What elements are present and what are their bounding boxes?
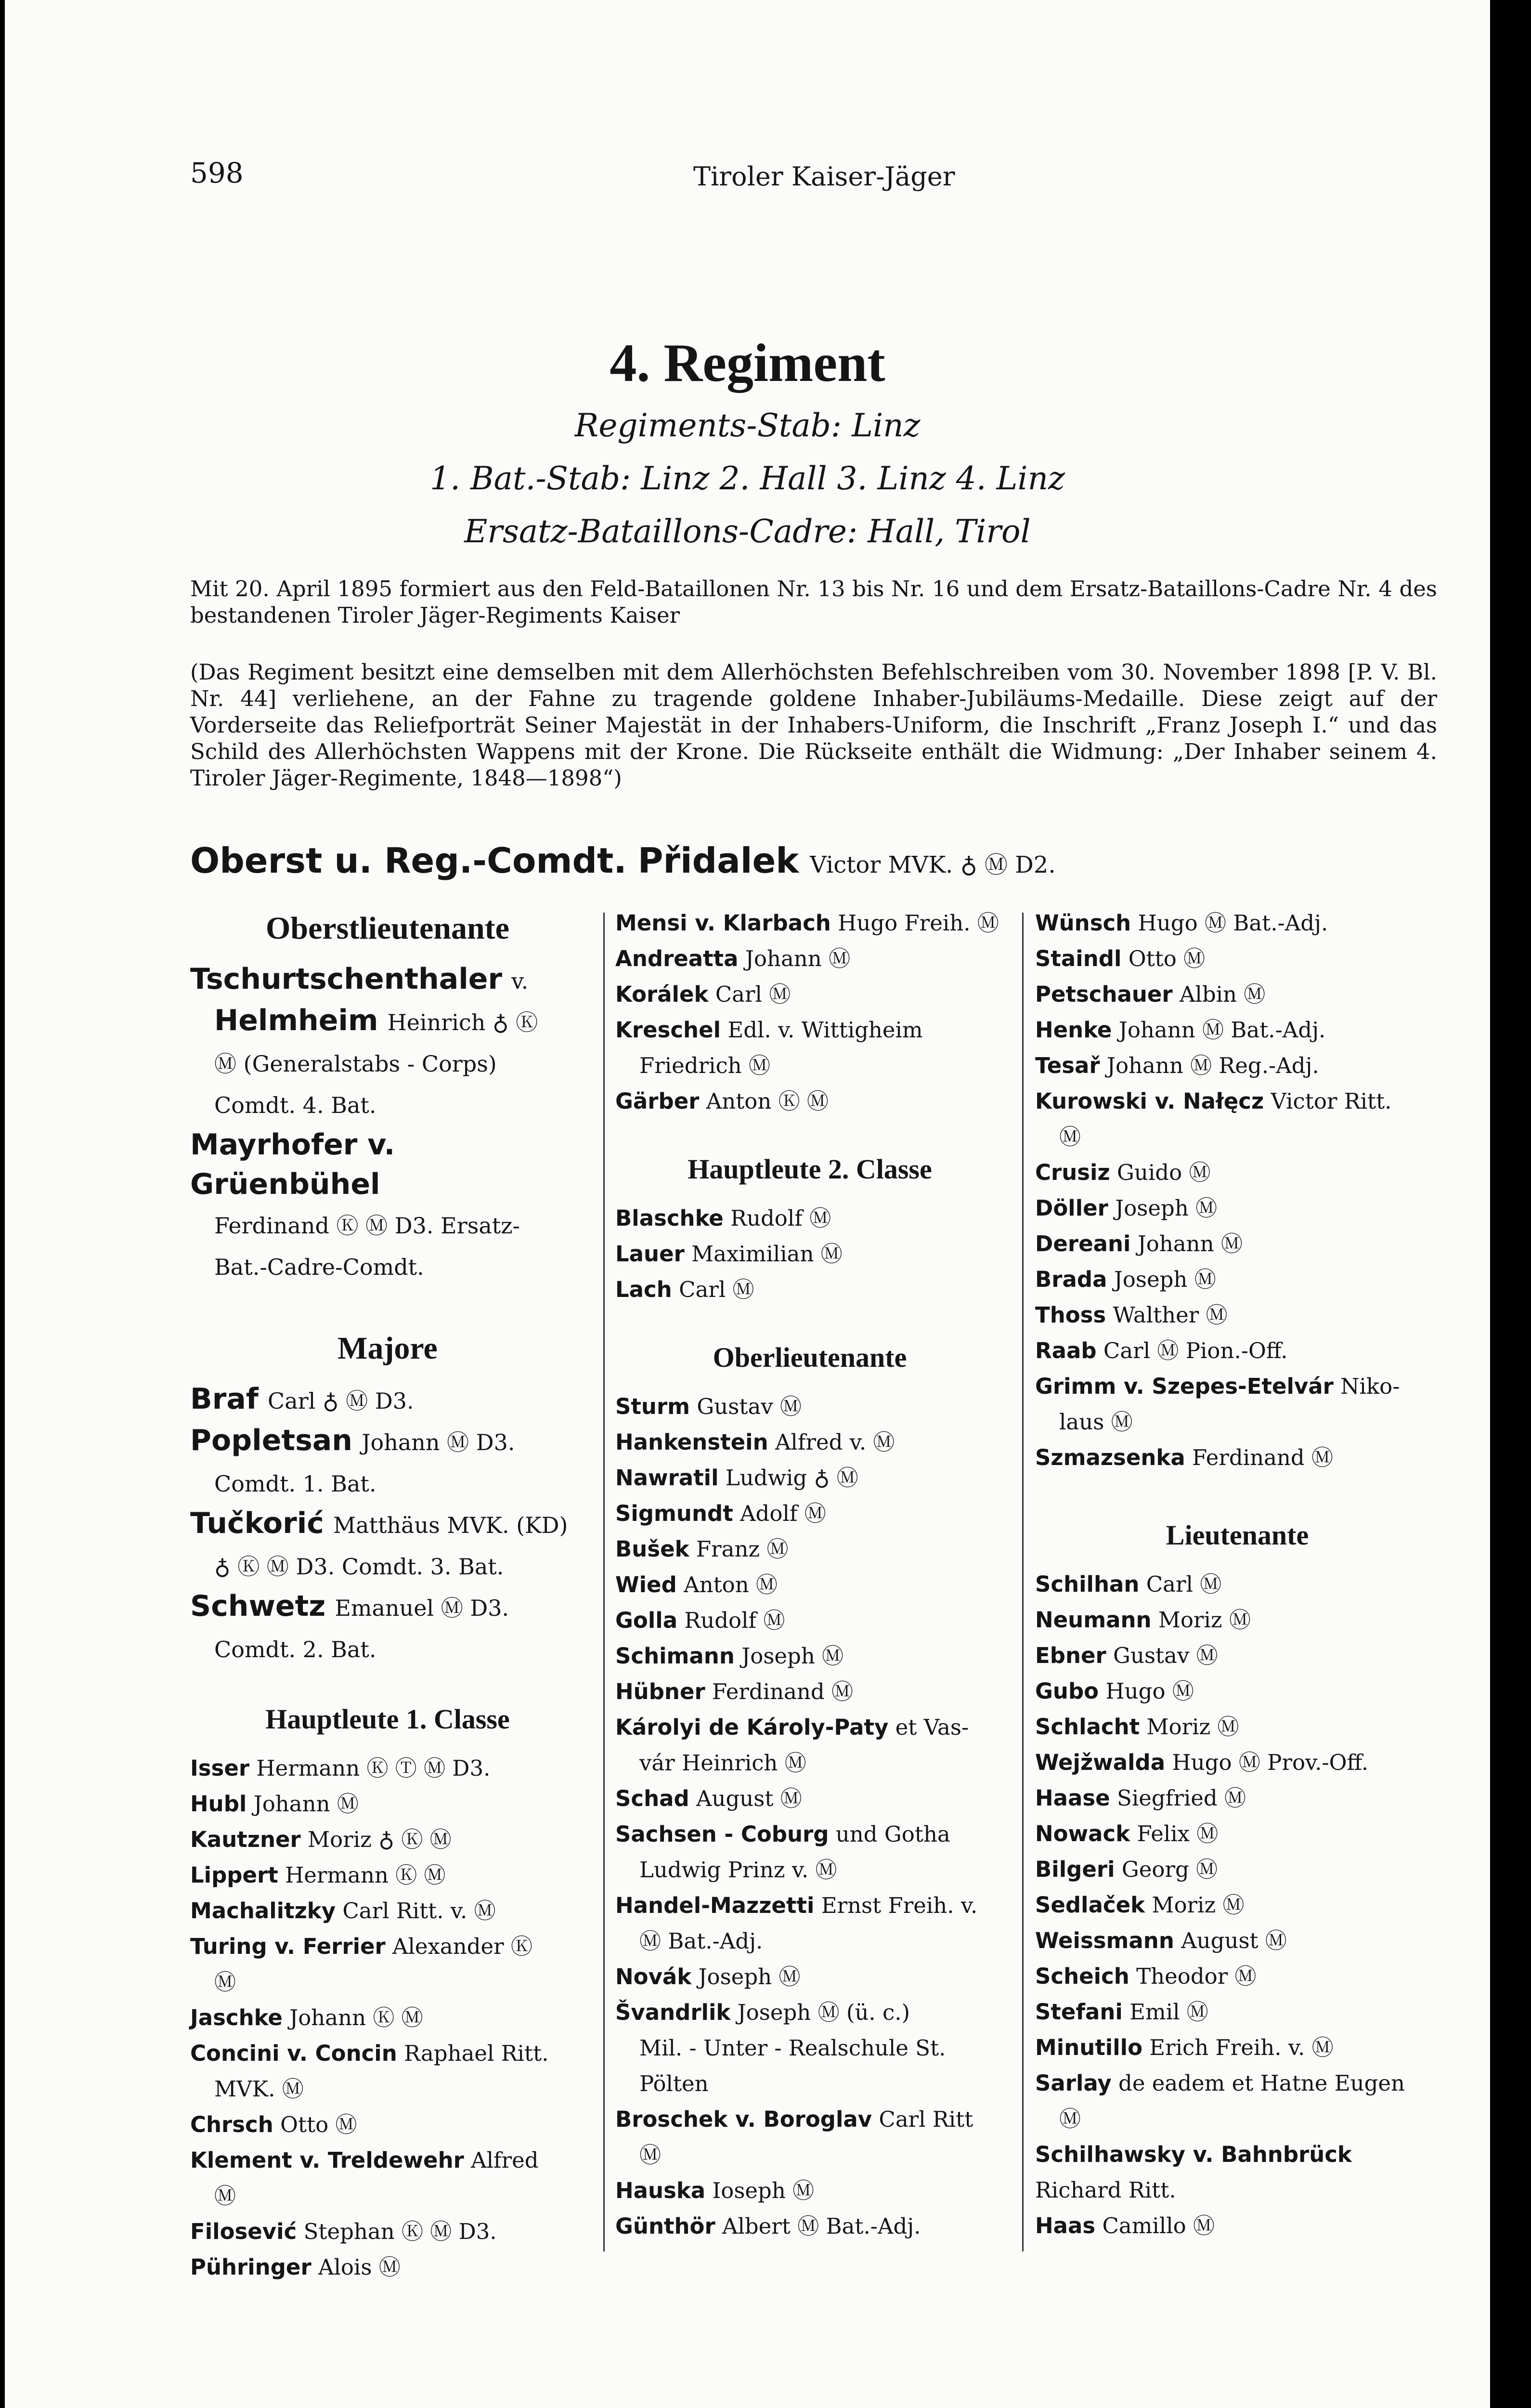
officer-details: Comdt. 1. Bat. <box>214 1471 376 1497</box>
officer-entry <box>615 1531 1004 1567</box>
officer-entry <box>615 1425 1004 1460</box>
officer-details: Adolf Ⓜ <box>740 1501 826 1526</box>
officer-details: Joseph Ⓜ <box>698 1964 801 1989</box>
officer-entry <box>615 1638 1004 1674</box>
officer-entry <box>615 1460 1004 1496</box>
officer-entry <box>1035 1602 1440 1638</box>
officer-entry <box>1035 1745 1440 1780</box>
officer-entry <box>190 2071 585 2107</box>
officer-name: Isser <box>190 1755 250 1781</box>
officer-details: Ludwig Prinz v. Ⓜ <box>639 1857 837 1883</box>
officer-entry <box>1035 2030 1440 2066</box>
officer-list <box>615 905 1004 1119</box>
officer-details: Hermann Ⓚ Ⓜ <box>285 1862 446 1888</box>
officer-entry <box>1035 941 1440 977</box>
officer-details: Johann Ⓚ Ⓜ <box>289 2005 423 2030</box>
officer-entry <box>1035 1297 1440 1333</box>
officer-details: Anton Ⓚ Ⓜ <box>706 1088 829 1114</box>
column-3 <box>1035 905 1440 2244</box>
officer-name: Blaschke <box>615 1205 724 1231</box>
officer-name: Novák <box>615 1964 692 1989</box>
commander-details: Victor MVK. ♁ Ⓜ D2. <box>810 851 1056 878</box>
officer-details: Hugo Ⓜ Prov.-Off. <box>1172 1750 1369 1775</box>
officer-name: Petschauer <box>1035 982 1173 1007</box>
officer-name: Wied <box>615 1572 677 1597</box>
officer-name: Mensi v. Klarbach <box>615 910 831 936</box>
section-heading: Hauptleute 1. Classe <box>265 1703 510 1735</box>
officer-details: Johann Ⓜ <box>745 946 851 971</box>
officer-entry <box>1035 1887 1440 1923</box>
officer-entry <box>190 1421 585 1462</box>
officer-name: Kreschel <box>615 1017 721 1043</box>
officer-details: vár Heinrich Ⓜ <box>639 1750 806 1776</box>
officer-name: Crusiz <box>1035 1160 1110 1185</box>
officer-name: Szmazsenka <box>1035 1445 1185 1470</box>
officer-name: Lach <box>615 1277 672 1302</box>
officer-name: Lauer <box>615 1241 685 1267</box>
officer-entry <box>615 1674 1004 1710</box>
officer-name: Hubl <box>190 1791 247 1817</box>
officer-details: Maximilian Ⓜ <box>691 1241 843 1267</box>
officer-details: Ⓜ (Generalstabs - Corps) <box>214 1051 497 1077</box>
history-paragraph: Mit 20. April 1895 formiert aus den Feld-Bataillonen Nr. 13 bis Nr. 16 und dem Ersatz-Bataillons-Cadre Nr. 4 des bestandenen Tiroler Jäger-Regiments Kaiser <box>190 576 1437 628</box>
officer-name: Švandrlik <box>615 2000 731 2025</box>
officer-details: und Gotha <box>835 1821 950 1847</box>
officer-entry <box>190 1245 585 1287</box>
officer-entry <box>615 1012 1004 1048</box>
officer-name: Golla <box>615 1608 678 1633</box>
officer-name: Hauska <box>615 2178 706 2203</box>
officer-entry <box>190 2107 585 2143</box>
officer-name: Staindl <box>1035 946 1122 971</box>
officer-entry <box>190 2250 585 2285</box>
officer-entry <box>190 1042 585 1084</box>
officer-name: Bilgeri <box>1035 1857 1115 1882</box>
officer-name: Henke <box>1035 1017 1112 1043</box>
officer-name: Pühringer <box>190 2254 311 2280</box>
officer-name: Brada <box>1035 1267 1107 1292</box>
column-1 <box>190 905 585 2285</box>
running-head: Tiroler Kaiser-Jäger <box>693 161 955 192</box>
officer-entry <box>190 1462 585 1504</box>
officer-name: Concini v. Concin <box>190 2041 397 2066</box>
officer-entry <box>1035 1262 1440 1297</box>
officer-details: Moriz Ⓜ <box>1152 1892 1245 1918</box>
officer-entry <box>190 1545 585 1586</box>
officer-details: et Vas- <box>895 1714 969 1740</box>
officer-entry <box>1035 1404 1440 1440</box>
officer-entry <box>190 1751 585 1786</box>
officer-name: Helmheim <box>214 1004 378 1037</box>
section-heading: Lieutenante <box>1166 1519 1309 1551</box>
medal-note: (Das Regiment besitzt eine demselben mit dem Allerhöchsten Befehlschreiben vom 30. November 1898 [P. V. Bl. Nr. 44] verliehene, an der Fahne zu tragende goldene Inhaber-Jubiläums-Medaille. Diese zeigt auf der Vorderseite das Reliefporträt Seiner Majestät in der Inhabers-Uniform, die Inschrift „Franz Joseph I.“ und das Schild des Allerhöchsten Wappens mit der Krone. Die Rückseite enthält die Widmung: „Der Inhaber seinem 4. Tiroler Jäger-Regimente, 1848—1898“) <box>190 659 1437 791</box>
column-2 <box>615 905 1004 2244</box>
officer-entry <box>615 2066 1004 2102</box>
officer-entry <box>1035 1226 1440 1262</box>
officer-name: Wejžwalda <box>1035 1750 1166 1775</box>
officer-name: Kautzner <box>190 1827 301 1852</box>
officer-entry <box>1035 1333 1440 1369</box>
officer-entry <box>190 2178 585 2214</box>
officer-details: Ferdinand Ⓚ Ⓜ D3. Ersatz- <box>214 1213 520 1239</box>
officer-details: Niko- <box>1340 1374 1400 1399</box>
officer-details: v. <box>511 968 529 994</box>
officer-entry <box>615 1496 1004 1531</box>
officer-name: Tschurtschenthaler <box>190 962 503 996</box>
ersatz-line: Ersatz-Bataillons-Cadre: Hall, Tirol <box>464 513 1031 550</box>
section-heading: Oberlieutenante <box>713 1342 907 1373</box>
officer-entry <box>190 1586 585 1628</box>
officer-entry <box>615 2173 1004 2209</box>
officer-details: Theodor Ⓜ <box>1136 1963 1257 1989</box>
officer-name: Wünsch <box>1035 910 1131 936</box>
officer-name: Döller <box>1035 1195 1108 1221</box>
officer-details: Johann Ⓜ Bat.-Adj. <box>1118 1017 1326 1043</box>
officer-details: Hugo Freih. Ⓜ <box>838 910 999 936</box>
officer-details: Ⓜ <box>214 2183 236 2209</box>
officer-details: Felix Ⓜ <box>1137 1821 1219 1846</box>
officer-name: Ebner <box>1035 1643 1106 1668</box>
officer-details: Carl Ⓜ <box>1146 1571 1222 1597</box>
officer-entry <box>190 1379 585 1421</box>
officer-entry <box>615 1272 1004 1308</box>
officer-name: Neumann <box>1035 1607 1152 1633</box>
officer-details: Edl. v. Wittigheim <box>727 1017 923 1043</box>
officer-entry <box>615 1995 1004 2030</box>
officer-details: Mil. - Unter - Realschule St. <box>639 2035 946 2061</box>
officer-name: Popletsan <box>190 1424 353 1457</box>
officer-entry <box>1035 1994 1440 2030</box>
officer-entry <box>190 1893 585 1929</box>
officer-entry <box>615 1710 1004 1745</box>
officer-entry <box>615 1924 1004 1959</box>
officer-name: Andreatta <box>615 946 739 971</box>
officer-details: Albert Ⓜ Bat.-Adj. <box>722 2213 921 2239</box>
officer-details: Guido Ⓜ <box>1116 1160 1211 1185</box>
officer-name: Gärber <box>615 1088 700 1114</box>
officer-details: Johann Ⓜ <box>253 1791 359 1817</box>
officer-details: Otto Ⓜ <box>280 2112 357 2137</box>
officer-list <box>190 1751 585 2285</box>
officer-details: Joseph Ⓜ <box>1114 1267 1216 1292</box>
officer-name: Turing v. Ferrier <box>190 1934 386 1959</box>
officer-entry <box>615 1084 1004 1119</box>
officer-entry <box>615 1603 1004 1638</box>
officer-name: Günthör <box>615 2213 715 2239</box>
officer-details: Johann Ⓜ <box>1137 1231 1243 1256</box>
officer-details: laus Ⓜ <box>1059 1409 1133 1435</box>
officer-name: Dereani <box>1035 1231 1131 1256</box>
officer-entry <box>190 1858 585 1893</box>
officer-entry <box>190 2036 585 2071</box>
officer-entry <box>1035 1369 1440 1404</box>
officer-details: Moriz ♁ Ⓚ Ⓜ <box>308 1827 452 1852</box>
officer-details: Richard Ritt. <box>1035 2177 1176 2203</box>
officer-entry <box>190 2000 585 2036</box>
officer-entry <box>1035 1638 1440 1674</box>
officer-entry <box>190 1084 585 1125</box>
officer-entry <box>1035 2208 1440 2244</box>
officer-name: Hübner <box>615 1679 705 1704</box>
officer-entry <box>1035 2137 1440 2208</box>
officer-details: Johann Ⓜ D3. <box>362 1429 515 1455</box>
officer-details: Siegfried Ⓜ <box>1117 1785 1246 1811</box>
officer-details: Moriz Ⓜ <box>1158 1607 1251 1633</box>
officer-name: Weissmann <box>1035 1928 1174 1953</box>
officer-details: Stephan Ⓚ Ⓜ D3. <box>303 2219 497 2244</box>
officer-entry <box>615 2030 1004 2066</box>
officer-entry <box>1035 1012 1440 1048</box>
regiment-title: 4. Regiment <box>610 333 885 393</box>
officer-details: Ⓜ <box>214 1969 236 1995</box>
officer-entry <box>615 1852 1004 1888</box>
officer-name: Tesař <box>1035 1053 1100 1078</box>
section-heading: Majore <box>337 1331 438 1366</box>
officer-entry <box>1035 1191 1440 1226</box>
officer-name: Schimann <box>615 1643 735 1669</box>
officer-entry <box>1035 1709 1440 1745</box>
officer-details: Comdt. 4. Bat. <box>214 1092 376 1118</box>
officer-details: Alexander Ⓚ <box>392 1934 532 1959</box>
officer-entry <box>190 1001 585 1042</box>
officer-details: Heinrich ♁ Ⓚ <box>387 1009 538 1035</box>
officer-entry <box>615 1888 1004 1924</box>
officer-details: Hermann Ⓚ Ⓣ Ⓜ D3. <box>256 1755 491 1781</box>
officer-details: Comdt. 2. Bat. <box>214 1636 376 1662</box>
officer-details: Pölten <box>639 2071 709 2096</box>
officer-details: August Ⓜ <box>1181 1928 1287 1953</box>
officer-name: Raab <box>1035 1338 1097 1363</box>
officer-entry <box>1035 1155 1440 1191</box>
officer-name: Jaschke <box>190 2005 283 2030</box>
officer-name: Schlacht <box>1035 1714 1140 1740</box>
officer-name: Korálek <box>615 982 709 1007</box>
officer-details: Ⓜ Bat.-Adj. <box>639 1928 763 1954</box>
officer-details: Carl ♁ Ⓜ D3. <box>268 1388 414 1414</box>
officer-entry <box>190 1125 585 1204</box>
officer-entry <box>615 1201 1004 1236</box>
officer-details: Carl Ⓜ <box>715 982 791 1007</box>
officer-entry <box>1035 1923 1440 1959</box>
officer-entry <box>615 1048 1004 1084</box>
officer-details: Joseph Ⓜ (ü. c.) <box>737 2000 910 2025</box>
officer-name: Handel-Mazzetti <box>615 1893 815 1918</box>
officer-details: August Ⓜ <box>696 1786 802 1811</box>
officer-name: Sturm <box>615 1394 690 1419</box>
officer-details: Ⓜ <box>639 2142 662 2168</box>
officer-entry <box>615 941 1004 977</box>
officer-name: Kurowski v. Nałęcz <box>1035 1088 1264 1114</box>
officer-details: Rudolf Ⓜ <box>684 1608 785 1633</box>
officer-details: Moriz Ⓜ <box>1146 1714 1239 1740</box>
officer-name: Haas <box>1035 2213 1096 2238</box>
officer-name: Hankenstein <box>615 1429 768 1455</box>
officer-entry <box>615 2209 1004 2244</box>
officer-details: Hugo Ⓜ <box>1105 1678 1194 1704</box>
officer-details: Carl Ⓜ <box>679 1277 754 1302</box>
column-divider <box>1022 913 1024 2251</box>
officer-entry <box>190 959 585 1001</box>
officer-entry <box>1035 1816 1440 1852</box>
officer-details: Otto Ⓜ <box>1128 946 1206 971</box>
officer-details: Ernst Freih. v. <box>821 1893 978 1918</box>
officer-details: Albin Ⓜ <box>1179 982 1266 1007</box>
battalion-line: 1. Bat.-Stab: Linz 2. Hall 3. Linz 4. Linz <box>430 460 1065 497</box>
officer-entry <box>1035 1048 1440 1084</box>
officer-entry <box>190 1504 585 1545</box>
officer-details: Joseph Ⓜ <box>741 1643 844 1669</box>
officer-details: Gustav Ⓜ <box>1113 1643 1218 1668</box>
officer-entry <box>1035 1959 1440 1994</box>
officer-details: Ferdinand Ⓜ <box>1192 1445 1334 1470</box>
officer-name: Broschek v. Boroglav <box>615 2107 872 2132</box>
officer-name: Károlyi de Károly-Paty <box>615 1714 889 1740</box>
section-heading: Hauptleute 2. Classe <box>688 1153 932 1185</box>
officer-details: Emanuel Ⓜ D3. <box>335 1595 509 1621</box>
officer-name: Chrsch <box>190 2112 273 2137</box>
officer-name: Scheich <box>1035 1963 1129 1989</box>
officer-name: Minutillo <box>1035 2035 1142 2060</box>
officer-name: Klement v. Treldewehr <box>190 2147 464 2173</box>
officer-details: Anton Ⓜ <box>684 1572 778 1597</box>
officer-name: Schad <box>615 1786 689 1811</box>
officer-list <box>190 1379 585 1669</box>
officer-details: Franz Ⓜ <box>696 1536 789 1562</box>
officer-entry <box>1035 1852 1440 1887</box>
officer-entry <box>615 1389 1004 1425</box>
officer-list <box>190 959 585 1287</box>
officer-entry <box>615 905 1004 941</box>
officer-list <box>1035 1567 1440 2244</box>
officer-entry <box>615 1236 1004 1272</box>
officer-entry <box>615 2102 1004 2137</box>
officer-details: de eadem et Hatne Eugen <box>1118 2070 1405 2096</box>
officer-details: Friedrich Ⓜ <box>639 1053 770 1078</box>
officer-details: Hugo Ⓜ Bat.-Adj. <box>1138 910 1328 936</box>
officer-name: Tučkorić <box>190 1506 324 1540</box>
officer-details: Johann Ⓜ Reg.-Adj. <box>1106 1053 1319 1078</box>
officer-details: Gustav Ⓜ <box>697 1394 802 1419</box>
officer-name: Schwetz <box>190 1589 326 1623</box>
staff-line: Regiments-Stab: Linz <box>574 407 921 444</box>
officer-details: Emil Ⓜ <box>1129 1999 1208 2025</box>
officer-name: Nawratil <box>615 1465 719 1491</box>
officer-name: Schilhawsky v. Bahnbrück <box>1035 2142 1352 2167</box>
officer-name: Stefani <box>1035 1999 1123 2025</box>
officer-details: Rudolf Ⓜ <box>730 1205 831 1231</box>
officer-details: Matthäus MVK. (KD) <box>333 1512 568 1538</box>
officer-list <box>1035 905 1440 1476</box>
officer-details: Georg Ⓜ <box>1121 1857 1218 1882</box>
officer-entry <box>1035 1119 1440 1155</box>
officer-name: Mayrhofer v. Grüenbühel <box>190 1128 395 1201</box>
officer-details: Walther Ⓜ <box>1113 1302 1228 1328</box>
officer-details: ♁ Ⓚ Ⓜ D3. Comdt. 3. Bat. <box>214 1554 504 1580</box>
officer-entry <box>1035 1780 1440 1816</box>
officer-details: Raphael Ritt. <box>404 2041 549 2066</box>
page <box>5 0 1490 2408</box>
officer-entry <box>190 1929 585 1964</box>
officer-name: Grimm v. Szepes-Etelvár <box>1035 1374 1334 1399</box>
officer-entry <box>615 977 1004 1012</box>
officer-details: Carl Ritt. v. Ⓜ <box>342 1898 496 1924</box>
officer-name: Nowack <box>1035 1821 1130 1846</box>
officer-details: Erich Freih. v. Ⓜ <box>1149 2035 1334 2060</box>
officer-entry <box>1035 2101 1440 2137</box>
commander-rank: Oberst u. Reg.-Comdt. <box>190 840 627 881</box>
officer-entry <box>190 1964 585 2000</box>
officer-name: Thoss <box>1035 1302 1106 1328</box>
officer-entry <box>1035 1440 1440 1476</box>
officer-details: Camillo Ⓜ <box>1102 2213 1215 2238</box>
officer-details: Alfred v. Ⓜ <box>775 1429 895 1455</box>
officer-name: Sigmundt <box>615 1501 733 1526</box>
officer-entry <box>615 1959 1004 1995</box>
officer-name: Sedlaček <box>1035 1892 1145 1918</box>
officer-details: MVK. Ⓜ <box>214 2076 304 2102</box>
page-number: 598 <box>190 157 244 189</box>
officer-entry <box>1035 1084 1440 1119</box>
officer-entry <box>190 2143 585 2178</box>
column-divider <box>603 913 605 2251</box>
officer-entry <box>1035 977 1440 1012</box>
officer-details: Joseph Ⓜ <box>1115 1195 1218 1221</box>
officer-details: Ioseph Ⓜ <box>712 2178 815 2203</box>
officer-name: Sachsen - Coburg <box>615 1821 829 1847</box>
officer-name: Schilhan <box>1035 1571 1140 1597</box>
officer-name: Bušek <box>615 1536 689 1562</box>
officer-details: Alfred <box>471 2147 539 2173</box>
officer-name: Machalitzky <box>190 1898 336 1924</box>
officer-entry <box>615 2137 1004 2173</box>
officer-list <box>615 1389 1004 2244</box>
officer-entry <box>615 1817 1004 1852</box>
officer-entry <box>615 1745 1004 1781</box>
officer-name: Filosević <box>190 2219 297 2244</box>
officer-entry <box>190 1822 585 1858</box>
officer-entry <box>615 1567 1004 1603</box>
officer-details: Ⓜ <box>1059 2106 1081 2132</box>
officer-details: Ferdinand Ⓜ <box>712 1679 853 1704</box>
commander-line <box>190 840 1056 881</box>
officer-entry <box>190 1204 585 1245</box>
officer-details: Ludwig ♁ Ⓜ <box>725 1465 858 1491</box>
officer-entry <box>190 2214 585 2250</box>
officer-list <box>615 1201 1004 1308</box>
officer-name: Lippert <box>190 1862 278 1888</box>
officer-details: Alois Ⓜ <box>318 2254 401 2280</box>
officer-entry <box>1035 1567 1440 1602</box>
officer-details: Ⓜ <box>1059 1124 1081 1150</box>
officer-entry <box>190 1786 585 1822</box>
officer-entry <box>1035 905 1440 941</box>
officer-details: Carl Ritt <box>879 2107 973 2132</box>
section-heading: Oberstlieutenante <box>266 911 509 946</box>
officer-details: Bat.-Cadre-Comdt. <box>214 1254 424 1280</box>
officer-entry <box>1035 1674 1440 1709</box>
officer-name: Haase <box>1035 1785 1110 1811</box>
officer-entry <box>1035 2066 1440 2101</box>
officer-entry <box>615 1781 1004 1817</box>
officer-details: Victor Ritt. <box>1271 1088 1392 1114</box>
commander-name: Přidalek <box>637 840 799 881</box>
officer-name: Gubo <box>1035 1678 1099 1704</box>
officer-name: Braf <box>190 1382 259 1416</box>
officer-details: Carl Ⓜ Pion.-Off. <box>1103 1338 1288 1363</box>
officer-name: Sarlay <box>1035 2070 1112 2096</box>
officer-entry <box>190 1628 585 1669</box>
